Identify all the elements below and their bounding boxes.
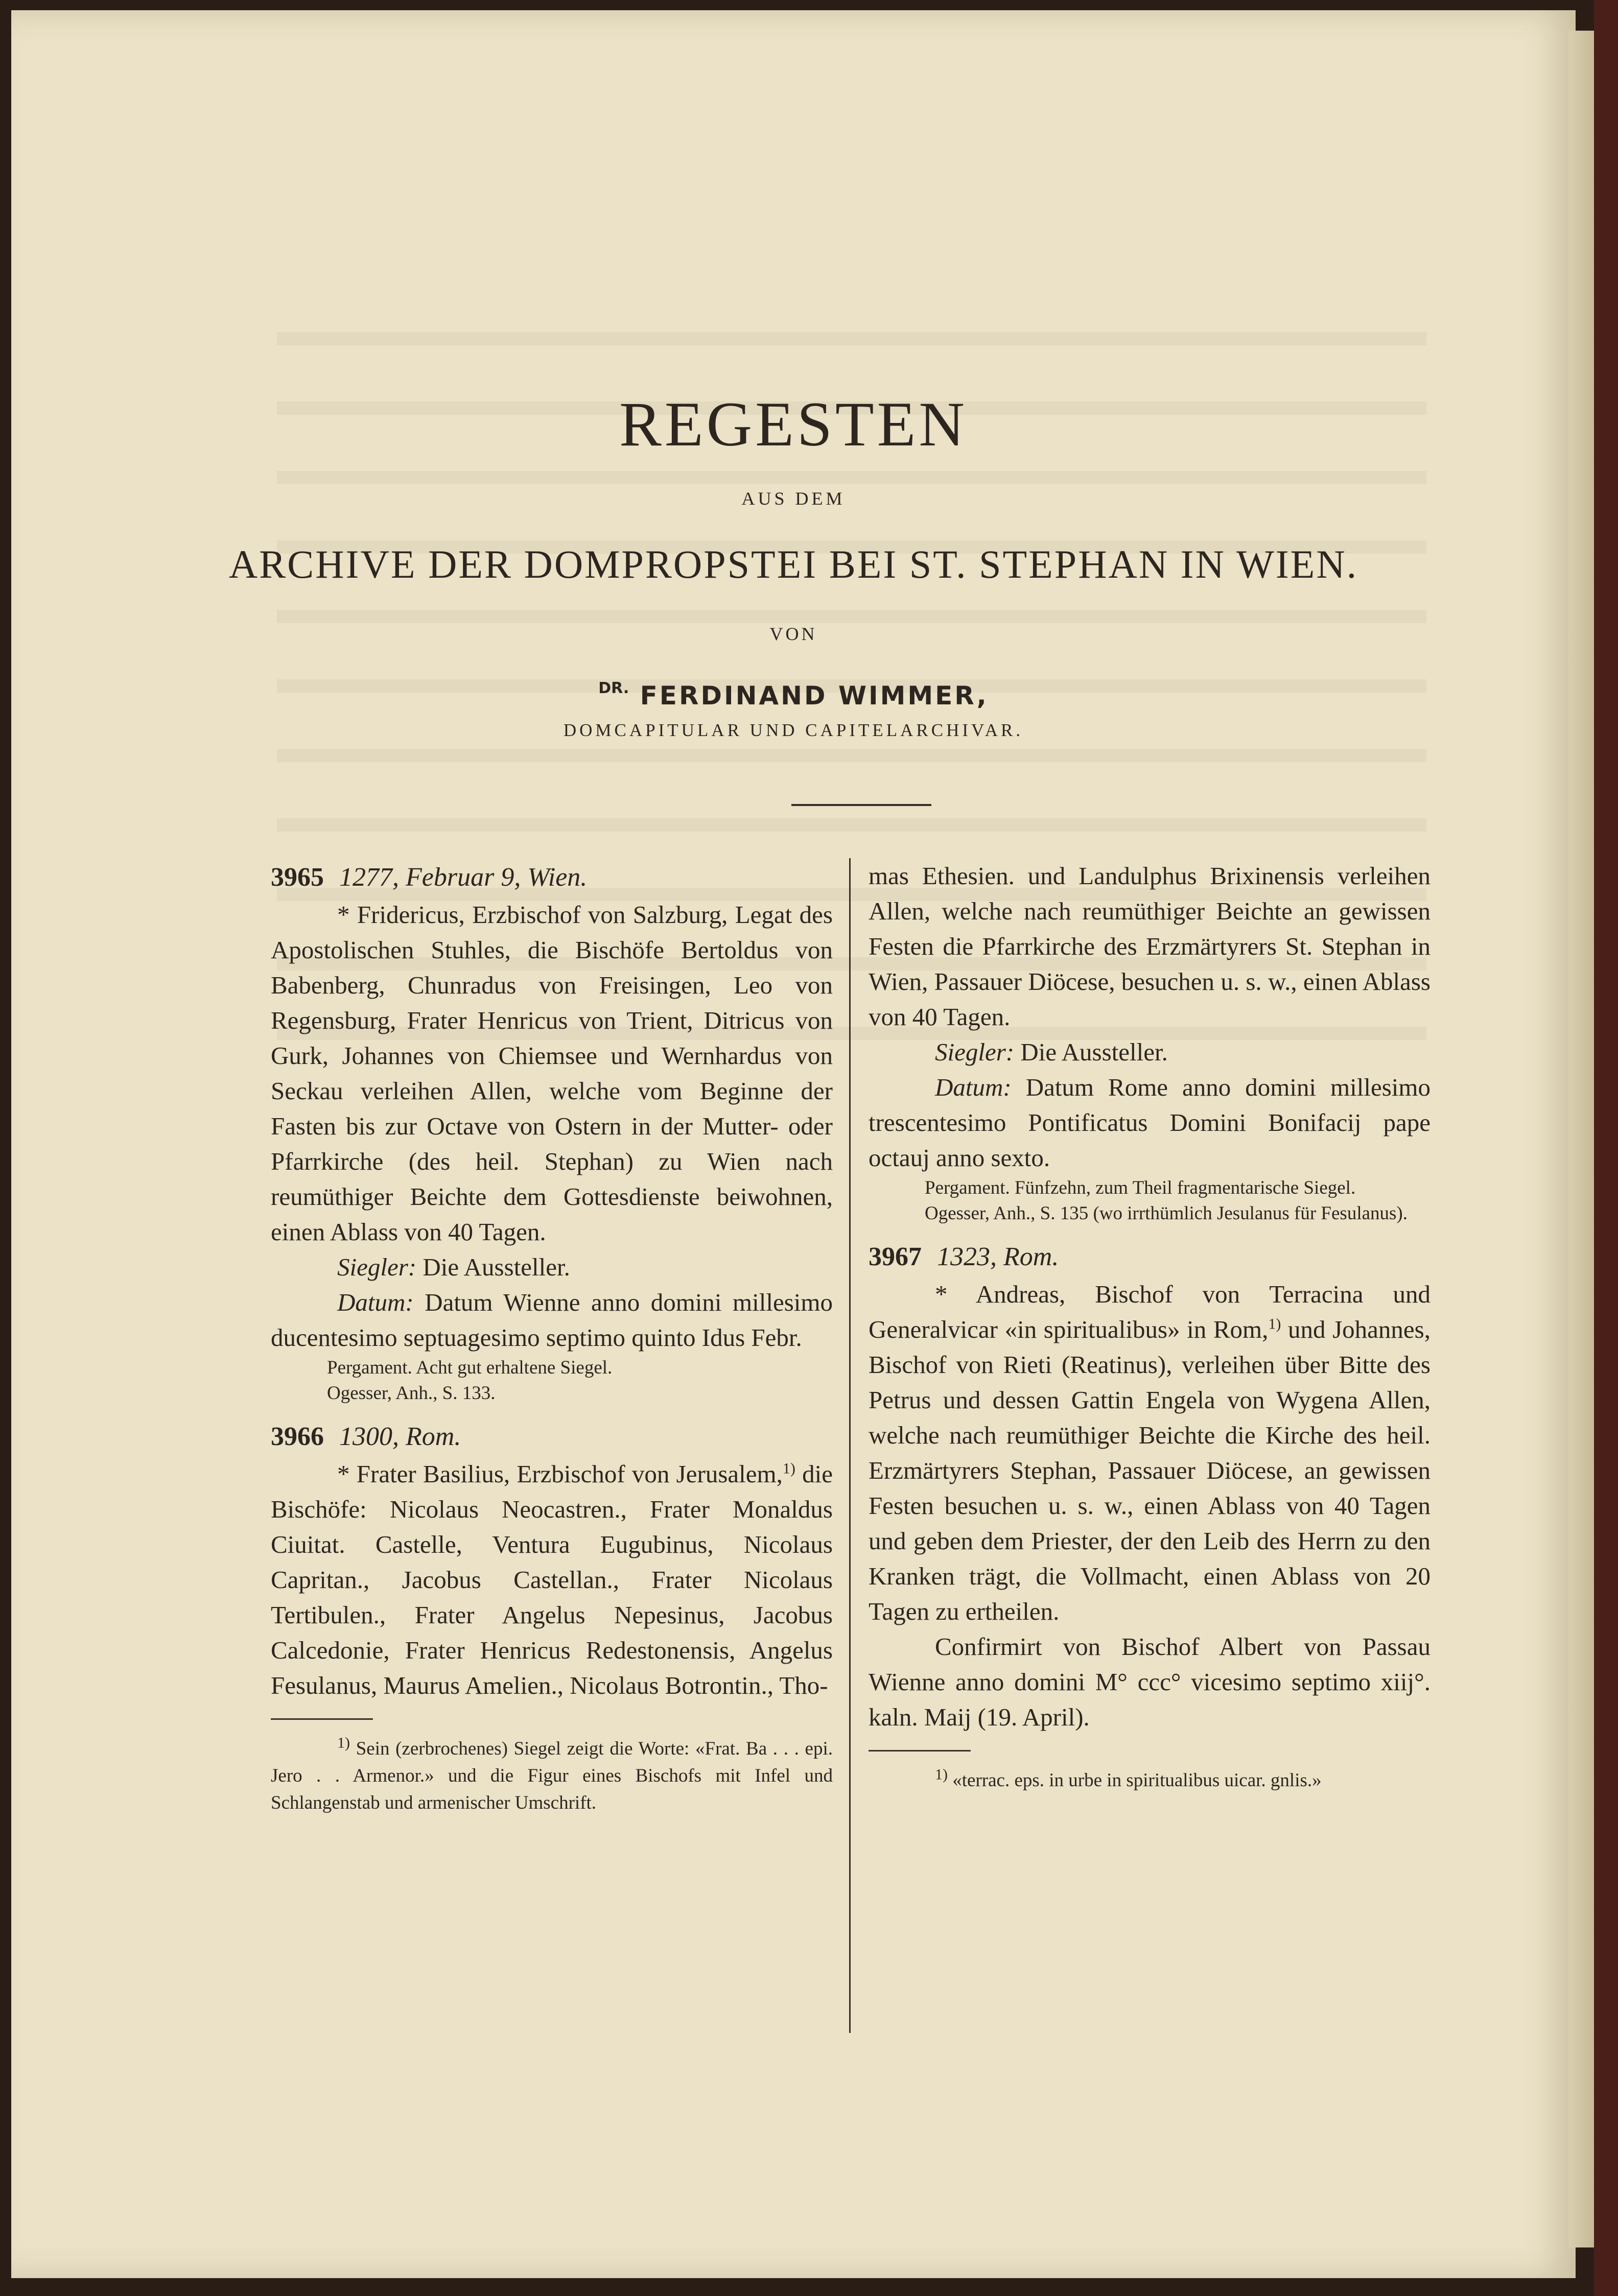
- footnote-marker: 1): [782, 1460, 795, 1477]
- author-name: FERDINAND WIMMER,: [640, 681, 989, 711]
- footnote-left: $^{1)}$ Sein (zerbrochenes) Siegel zeigt die Worte: «Frat. Ba . . . epi. Jero . . Armenor.» und die Figur eines Bischofs mit Infel und Schlangenstab und armenischer Umschrift.: [271, 1734, 833, 1813]
- confirmation-3967: Confirmirt von Bischof Albert von Passau Wienne anno domini M° ccc° vicesimo septimo xiij°. kaln. Maij (19. April).: [869, 1632, 1431, 1731]
- right-column: [869, 858, 1431, 1794]
- entry-heading-3967: [869, 1238, 1431, 1276]
- siegler-3965: Siegler: Die Aussteller.: [337, 1253, 570, 1281]
- entry-body-3967: * Andreas, Bischof von Terracina und Generalvicar «in spiritualibus» in Rom,$^{1)}$ und Johannes, Bischof von Rieti (Reatinus), verleihen über Bitte des Petrus und dessen Gattin Engela von Wygena Allen, welche nach reumüthiger Beichte die Kirche des heil. Erzmärtyrers Stephan, Passauer Diöcese, an gewissen Festen besuchen u. s. w., einen Ablass von 40 Tagen und geben dem Priester, der den Leib des Herrn zu den Kranken trägt, die Vollmacht, einen Ablass von 20 Tagen zu ertheilen.: [869, 1280, 1431, 1625]
- entry-date: 1277, Februar 9, Wien.: [339, 863, 588, 892]
- footnote-marker: 1): [1268, 1315, 1281, 1333]
- datum-3966: Datum: Datum Rome anno domini millesimo trescentesimo Pontificatus Domini Bonifacij pape octauj anno sexto.: [869, 1073, 1431, 1172]
- archive-title: ARCHIVE DER DOMPROPSTEI BEI ST. STEPHAN IN WIEN.: [228, 542, 1358, 586]
- von-label: VON: [769, 624, 817, 644]
- entry-date: 1300, Rom.: [339, 1422, 461, 1451]
- subtitle-prefix: AUS DEM: [741, 488, 846, 509]
- note-pergament-3966: Pergament. Fünfzehn, zum Theil fragmentarische Siegel.: [925, 1177, 1356, 1198]
- footnote-rule: [869, 1750, 971, 1751]
- entry-heading-3966: [271, 1417, 833, 1456]
- entry-body-3966: * Frater Basilius, Erzbischof von Jerusalem,$^{1)}$ die Bischöfe: Nicolaus Neocastren., Frater Monaldus Ciuitat. Castelle, Ventura Eugubinus, Nicolaus Capritan., Jacobus Castellan., Frater Nicolaus Tertibulen., Frater Angelus Nepesinus, Jacobus Calcedonie, Frater Henricus Redestonensis, Angelus Fesulanus, Maurus Amelien., Nicolaus Botrontin., Tho-: [271, 1460, 833, 1699]
- entry-body-3965: * Fridericus, Erzbischof von Salzburg, Legat des Apostolischen Stuhles, die Bischöfe Bertoldus von Babenberg, Chunradus von Freisingen, Leo von Regensburg, Frater Henricus von Trient, Ditricus von Gurk, Johannes von Chiemsee und Wernhardus von Seckau verleihen Allen, welche vom Beginne der Fasten bis zur Octave von Ostern in der Mutter- oder Pfarrkirche (des heil. Stephan) zu Wien nach reumüthiger Beichte dem Gottesdienste beiwohnen, einen Ablass von 40 Tagen.: [271, 901, 833, 1246]
- author-line: [11, 679, 1576, 711]
- entry-body-3966-continued: mas Ethesien. und Landulphus Brixinensis verleihen Allen, welche nach reumüthiger Beichte an gewissen Festen die Pfarrkirche des Erzmärtyrers St. Stephan in Wien, Passauer Diöcese, besuchen u. s. w., einen Ablass von 40 Tagen.: [869, 862, 1431, 1031]
- page-title: REGESTEN: [619, 389, 968, 459]
- entry-date: 1323, Rom.: [937, 1242, 1059, 1271]
- title-divider: [791, 804, 931, 806]
- binding-edge: [1594, 0, 1618, 2296]
- author-role: DOMCAPITULAR UND CAPITELARCHIVAR.: [563, 720, 1024, 740]
- siegler-3966: Siegler: Die Aussteller.: [935, 1038, 1168, 1066]
- entry-heading-3965: [271, 858, 833, 897]
- entry-number: 3965: [271, 863, 324, 892]
- note-ogesser-3966: Ogesser, Anh., S. 135 (wo irrthümlich Jesulanus für Fesulanus).: [925, 1203, 1408, 1224]
- column-divider: [849, 858, 851, 2033]
- author-prefix: DR.: [598, 679, 629, 697]
- entry-number: 3967: [869, 1242, 922, 1271]
- footnote-rule: [271, 1718, 373, 1720]
- note-pergament-3965: Pergament. Acht gut erhaltene Siegel.: [327, 1357, 613, 1378]
- datum-3965: Datum: Datum Wienne anno domini millesimo ducentesimo septuagesimo septimo quinto Idus Febr.: [271, 1288, 833, 1352]
- footnote-right: $^{1)}$ «terrac. eps. in urbe in spiritualibus uicar. gnlis.»: [935, 1766, 1322, 1791]
- book-page: [11, 10, 1576, 2278]
- entry-number: 3966: [271, 1422, 324, 1451]
- note-ogesser-3965: Ogesser, Anh., S. 133.: [327, 1383, 496, 1404]
- left-column: [271, 858, 833, 1816]
